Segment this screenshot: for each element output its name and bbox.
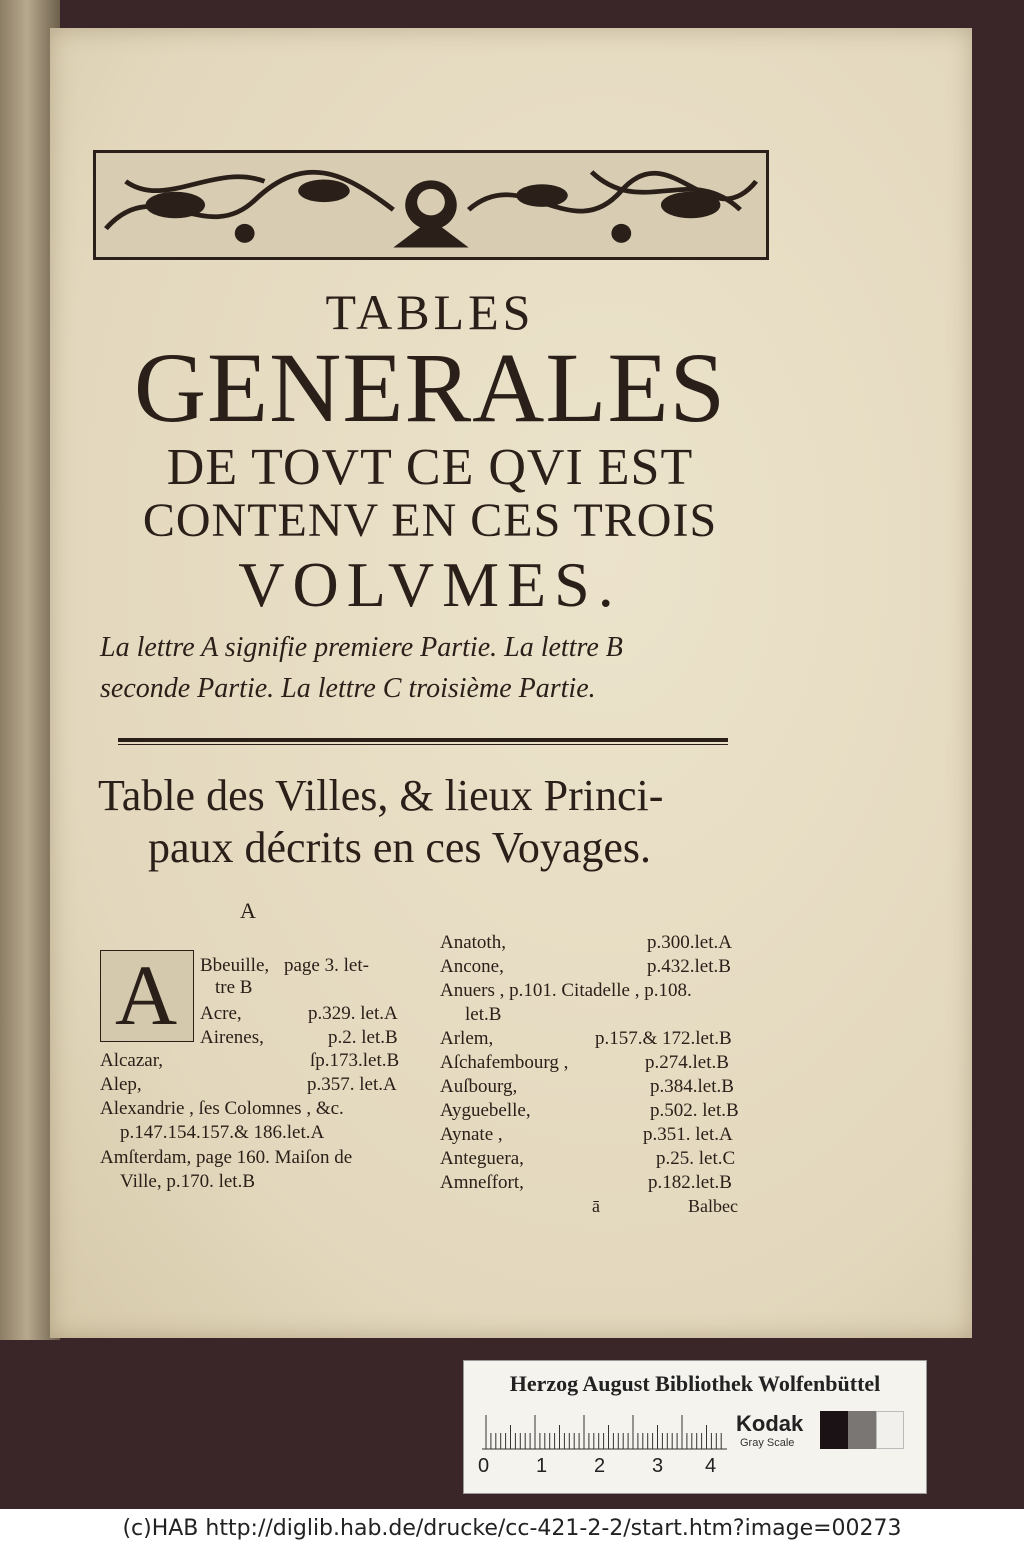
list-item [440, 1052, 760, 1074]
catchword: Balbec [688, 1196, 738, 1216]
ruler-number: 4 [705, 1455, 717, 1477]
entry-name: Airenes, [200, 1027, 264, 1048]
list-item [200, 1027, 420, 1049]
entry-ref: p.157.& 172.let.B [595, 1028, 732, 1049]
list-item [440, 1076, 760, 1098]
kodak-brand: Kodak [736, 1411, 804, 1436]
list-item [100, 1098, 420, 1120]
subtitle-line-2: paux décrits en ces Voyages. [148, 823, 652, 872]
gray-scale-label: Gray Scale [740, 1437, 795, 1449]
entry-name: p.147.154.157.& 186.let.A [120, 1122, 325, 1143]
entry-name: let.B [465, 1004, 502, 1025]
entry-name: Aynate , [440, 1124, 503, 1145]
entry-ref: p.502. let.B [650, 1100, 739, 1121]
entry-ref: p.432.let.B [647, 956, 731, 977]
headpiece-ornament-icon [96, 153, 766, 257]
legend-line-2: seconde Partie. La lettre C troisième Partie. [100, 673, 596, 704]
ruler-number: 1 [536, 1455, 548, 1477]
entry-name: Anteguera, [440, 1148, 524, 1169]
entry-name: Arlem, [440, 1028, 494, 1049]
gray-patch-black [820, 1411, 848, 1449]
entry-name: Auſbourg, [440, 1076, 518, 1097]
list-item [100, 1074, 420, 1096]
list-item [440, 1148, 760, 1170]
signature-mark: ā [592, 1196, 600, 1216]
entry-ref: p.351. let.A [643, 1124, 733, 1145]
entry-name: Amſterdam, page 160. Maiſon de [100, 1147, 353, 1168]
entry-name: Acre, [200, 1003, 242, 1024]
entry-name: Ayguebelle, [440, 1100, 531, 1121]
library-name: Herzog August Bibliothek Wolfenbüttel [509, 1371, 881, 1396]
entry-name: Alexandrie , ſes Colomnes , &c. [100, 1098, 344, 1119]
copyright-footer: (c)HAB http://diglib.hab.de/drucke/cc-421-2-2/start.htm?image=00273 [0, 1509, 1024, 1549]
entry-name: Ville, p.170. let.B [120, 1171, 256, 1192]
list-item [100, 1147, 420, 1169]
title-line-4: CONTENV EN CES TROIS [142, 494, 718, 547]
entry-name: Bbeuille, [200, 955, 270, 976]
divider-rule-thin [118, 744, 728, 745]
entry-name: Anuers , p.101. Citadelle , p.108. [440, 980, 692, 1001]
entry-ref: p.274.let.B [645, 1052, 729, 1073]
entry-name: Alcazar, [100, 1050, 164, 1071]
list-item [440, 1172, 760, 1194]
divider-rule [118, 738, 728, 742]
entry-ref: p.384.let.B [650, 1076, 734, 1097]
title-line-1: TABLES [325, 284, 535, 340]
entry-name: Ancone, [440, 956, 504, 977]
list-item [440, 980, 760, 1002]
entry-ref: p.329. let.A [308, 1003, 398, 1024]
entry-ref: p.182.let.B [648, 1172, 732, 1193]
list-item [120, 1171, 420, 1193]
entry-ref: p.2. let.B [328, 1027, 398, 1048]
list-item [440, 956, 760, 978]
decorative-headpiece [93, 150, 769, 260]
color-reference-card [463, 1360, 927, 1494]
title-line-3: DE TOVT CE QVI EST [166, 439, 694, 496]
title-line-2: GENERALES [133, 332, 727, 443]
list-item [440, 1100, 760, 1122]
ruler-scale-icon [482, 1411, 727, 1451]
ruler-number: 0 [478, 1455, 490, 1477]
entry-name: Aſchafembourg , [440, 1052, 569, 1073]
title-line-5: VOLVMES. [238, 549, 622, 620]
legend-line-1: La lettre A signifie premiere Partie. La lettre B [100, 632, 623, 663]
list-item [440, 1124, 760, 1146]
entry-name: Alep, [100, 1074, 142, 1095]
list-item [465, 1004, 755, 1026]
entry-name: Anatoth, [440, 932, 506, 953]
list-item [200, 1003, 420, 1025]
entry-ref: p.25. let.C [656, 1148, 736, 1169]
entry-name: tre B [215, 977, 253, 998]
list-item [215, 977, 395, 999]
subtitle-line-1: Table des Villes, & lieux Princi- [98, 771, 664, 820]
list-item [440, 932, 760, 954]
entry-ref: p.300.let.A [647, 932, 732, 953]
entry-ref: ſp.173.let.B [310, 1050, 400, 1071]
entry-name: Amneſfort, [440, 1172, 524, 1193]
section-letter: A [240, 898, 256, 923]
list-item [100, 1050, 420, 1072]
decorated-initial [100, 947, 194, 1043]
entry-ref: p.357. let.A [307, 1074, 397, 1095]
decorated-initial-letter: A [115, 947, 178, 1043]
list-item [440, 1028, 760, 1050]
entry-ref: page 3. let- [284, 955, 369, 976]
list-item [120, 1122, 420, 1144]
ruler-number: 3 [652, 1455, 664, 1477]
gray-patch-mid [848, 1411, 876, 1449]
gray-patch-white [876, 1411, 904, 1449]
ruler-number: 2 [594, 1455, 606, 1477]
list-item [200, 955, 392, 977]
